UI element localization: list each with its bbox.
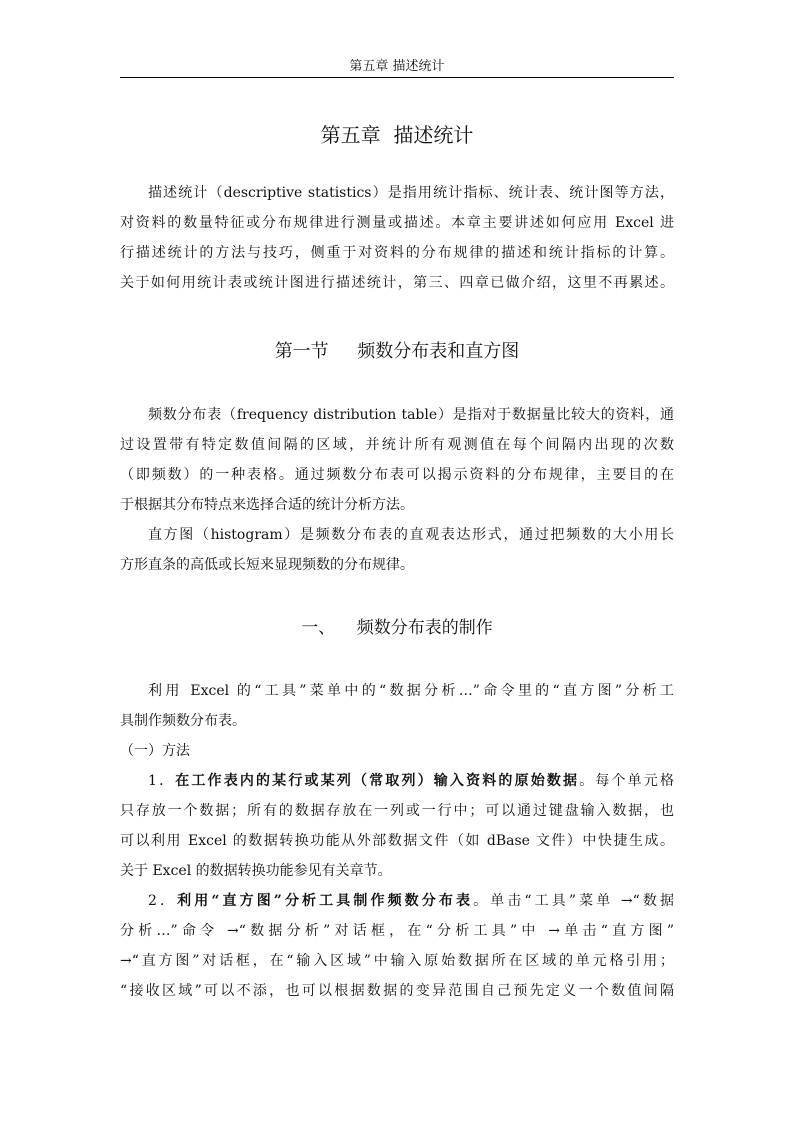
text-line: 分析…”命令 →“数据分析”对话框，在“分析工具”中 →单击“直方图” (120, 923, 674, 939)
text-line: 具制作频数分布表。 (120, 713, 246, 729)
intro-paragraph (120, 178, 674, 298)
running-header: 第五章 描述统计 (349, 59, 445, 74)
text-line: 直方图（histogram）是频数分布表的直观表达形式，通过把频数的大小用长 (148, 527, 674, 543)
chapter-title: 第五章 描述统计 (320, 123, 474, 147)
step-2-paragraph (120, 886, 674, 1006)
text-line: 对资料的数量特征或分布规律进行测量或描述。本章主要讲述如何应用 Excel 进 (120, 215, 674, 231)
step-text: 。单击“工具”菜单 →“数据 (473, 893, 674, 909)
histogram-paragraph (120, 520, 674, 580)
step-2-first-line (120, 886, 674, 916)
step-number: 2． (148, 893, 178, 909)
text-line: （即频数）的一种表格。通过频数分布表可以揭示资料的分布规律，主要目的在 (120, 467, 674, 483)
text-line: “接收区域”可以不添，也可以根据数据的变异范围自己预先定义一个数值间隔 (120, 983, 674, 999)
subsection-title: 一、 频数分布表的制作 (301, 618, 493, 638)
text-line: 行描述统计的方法与技巧，侧重于对资料的分布规律的描述和统计指标的计算。 (120, 245, 674, 261)
text-line: 方形直条的高低或长短来显现频数的分布规律。 (120, 557, 414, 573)
text-line: 频数分布表（frequency distribution table）是指对于数据量比较大的资料，通 (148, 407, 674, 423)
frequency-table-paragraph (120, 400, 674, 520)
text-line: 关于如何用统计表或统计图进行描述统计，第三、四章已做介绍，这里不再累述。 (120, 275, 674, 291)
text-line: 过设置带有特定数值间隔的区域，并统计所有观测值在每个间隔内出现的次数 (120, 437, 674, 453)
text-line: →“直方图”对话框，在“输入区域”中输入原始数据所在区域的单元格引用； (120, 953, 674, 969)
text-line: 只存放一个数据；所有的数据存放在一列或一行中；可以通过键盘输入数据，也 (120, 803, 674, 819)
text-line: 描述统计（descriptive statistics）是指用统计指标、统计表、统计图等方法， (148, 185, 674, 201)
method-heading-text: （一）方法 (120, 743, 190, 759)
text-line: 可以利用 Excel 的数据转换功能从外部数据文件（如 dBase 文件）中快捷生成。 (120, 833, 674, 849)
text-line: 利用 Excel 的“工具”菜单中的“数据分析…”命令里的“直方图”分析工 (148, 683, 674, 699)
step-1-first-line (120, 766, 674, 796)
header-rule (120, 77, 674, 78)
step-1-paragraph (120, 766, 674, 886)
step-text: 。每个单元格 (579, 773, 674, 789)
text-line: 于根据其分布特点来选择合适的统计分析方法。 (120, 497, 414, 513)
section-title: 第一节 频数分布表和直方图 (274, 341, 520, 362)
method-heading (120, 736, 674, 766)
page-content (120, 120, 674, 1006)
step-bold-text: 利用“直方图”分析工具制作频数分布表 (177, 893, 474, 909)
step-bold-text: 在工作表内的某行或某列（常取列）输入资料的原始数据 (175, 773, 580, 789)
text-line: 关于 Excel 的数据转换功能参见有关章节。 (120, 863, 392, 879)
tool-intro-paragraph (120, 676, 674, 736)
step-number: 1． (148, 773, 176, 789)
